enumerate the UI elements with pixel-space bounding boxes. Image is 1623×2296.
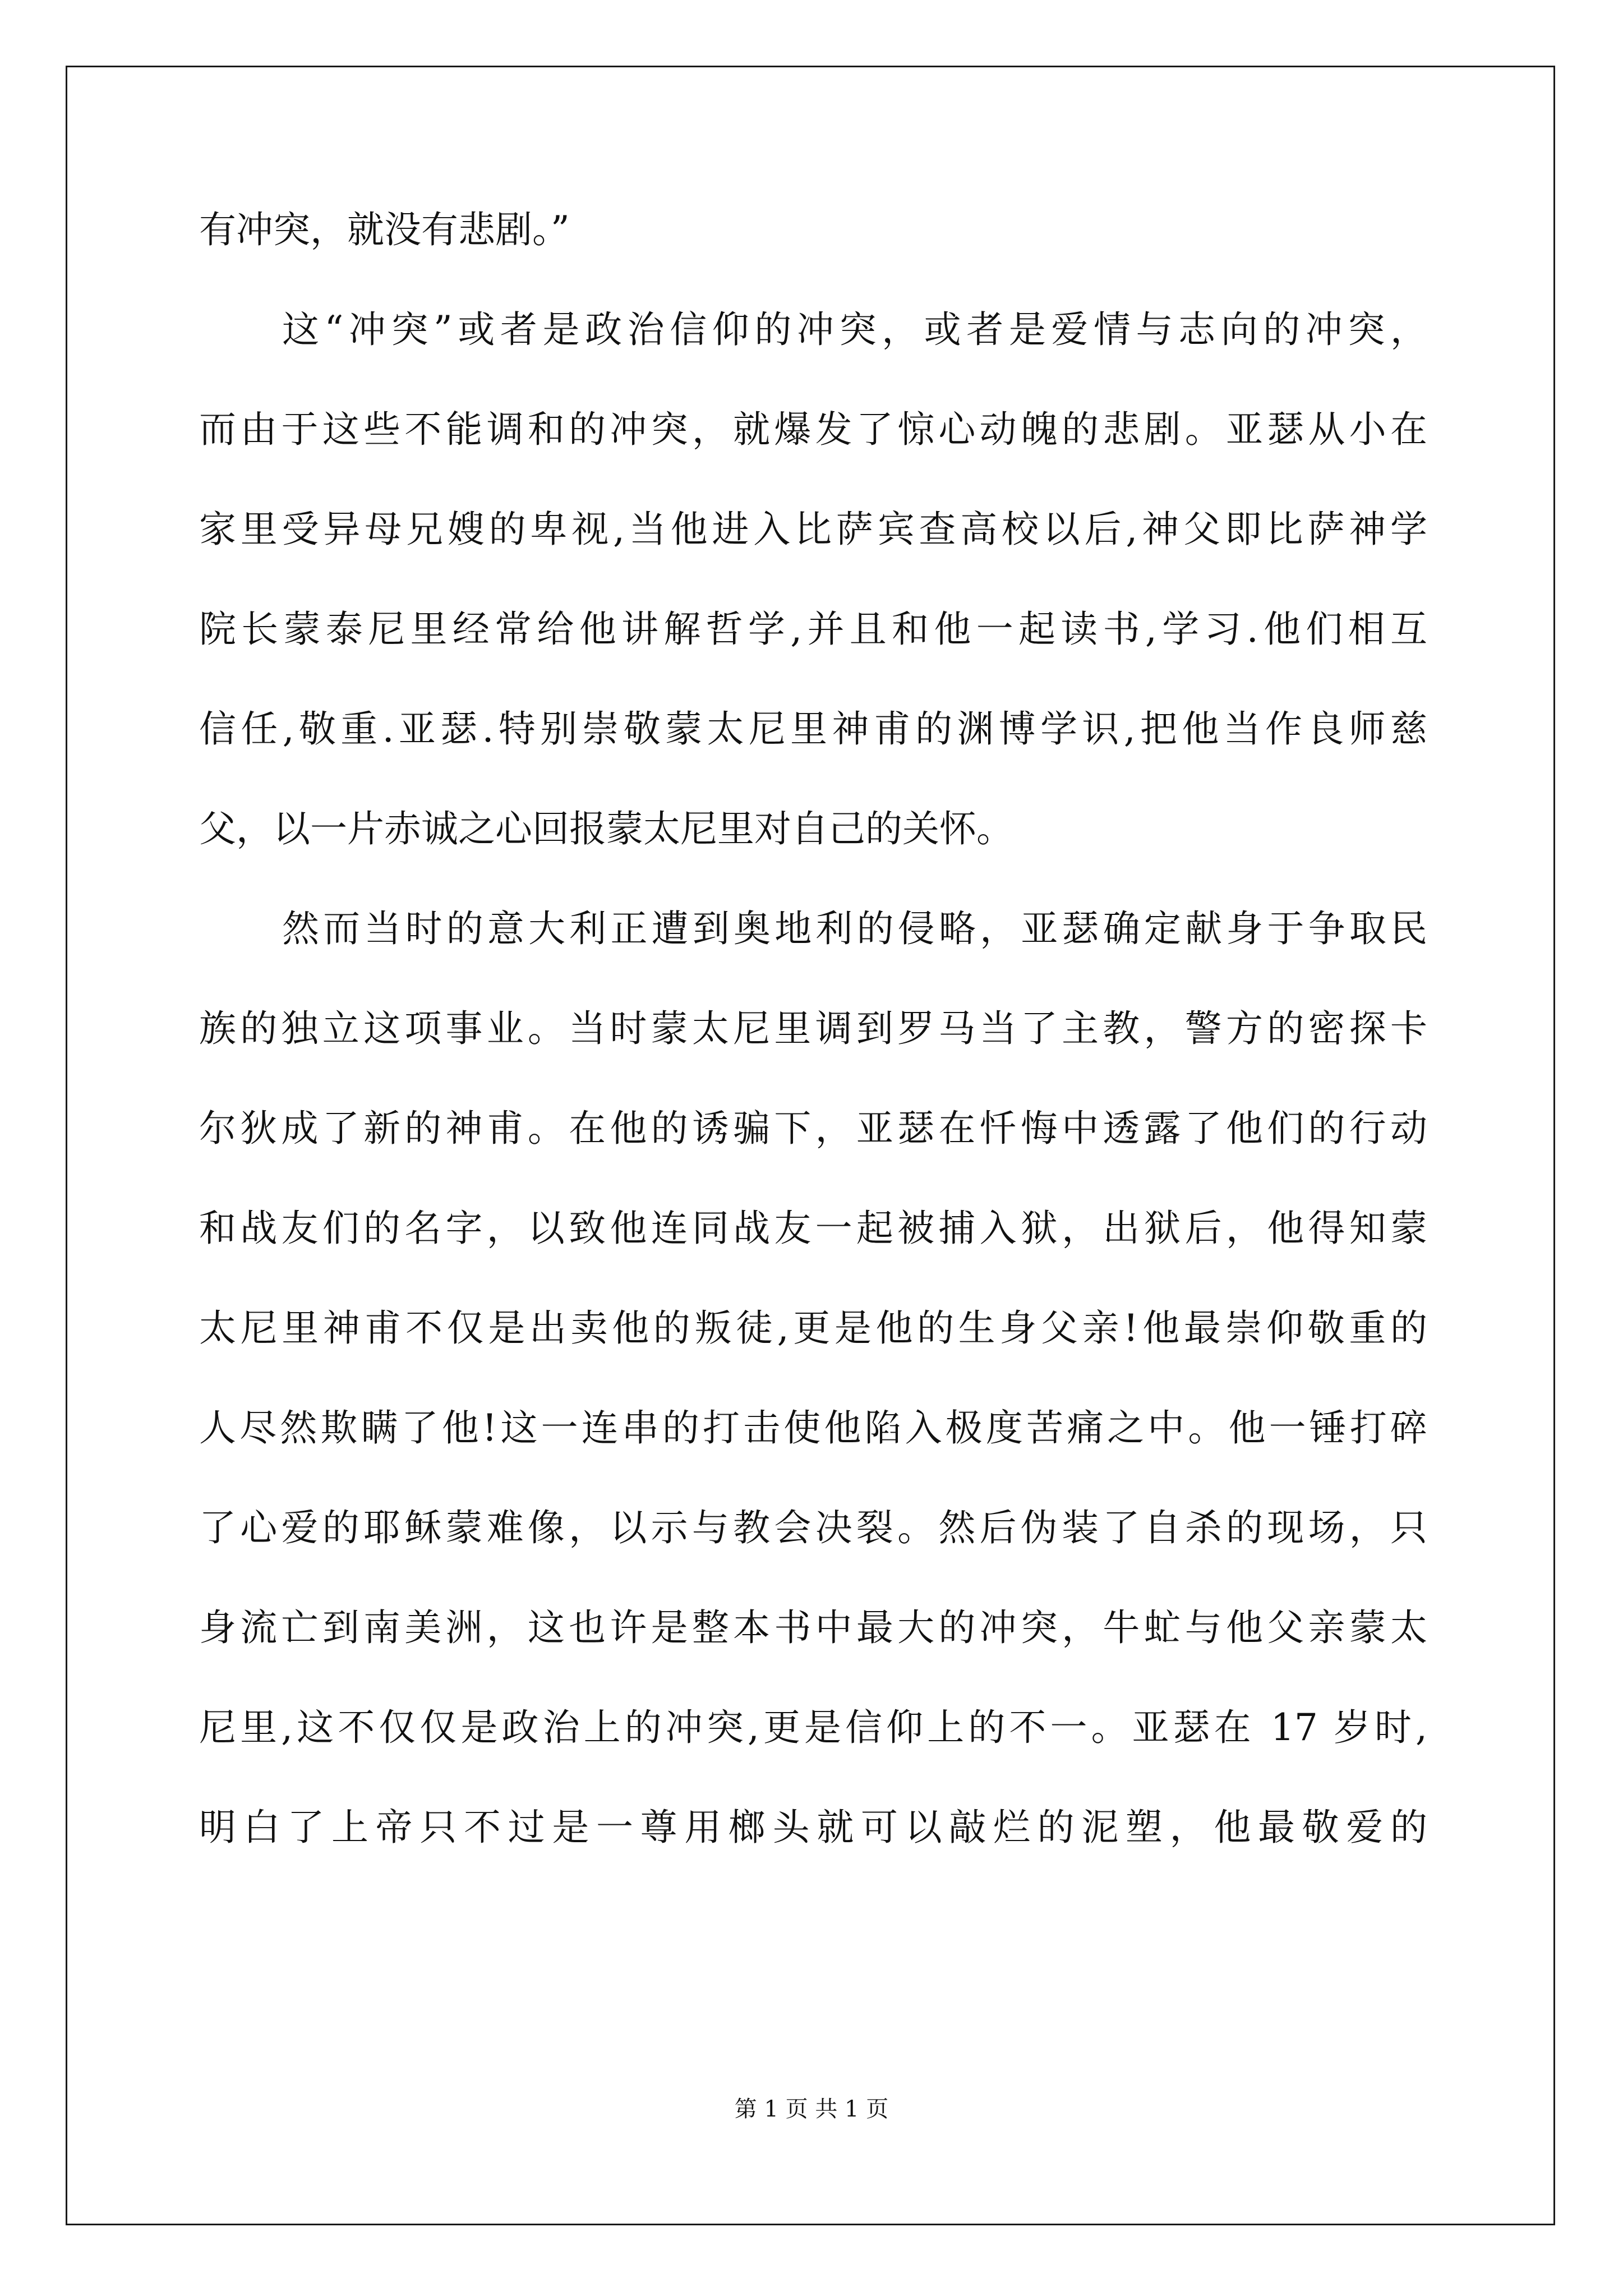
text-line-10: 尔狄成了新的神甫。在他的诱骗下，亚瑟在忏悔中透露了他们的行动 <box>199 1107 1427 1150</box>
paragraph-start-line: 然而当时的意大利正遭到奥地利的侵略，亚瑟确定献身于争取民 <box>282 907 1427 950</box>
text-line-11: 和战友们的名字，以致他连同战友一起被捕入狱，出狱后，他得知蒙 <box>199 1207 1427 1250</box>
text-line-4: 家里受异母兄嫂的卑视,当他进入比萨宾查高校以后,神父即比萨神学 <box>199 508 1427 551</box>
text-line-7: 父，以一片赤诚之心回报蒙太尼里对自己的关怀。 <box>199 807 1013 850</box>
text-line-16: 尼里,这不仅仅是政治上的冲突,更是信仰上的不一。亚瑟在 17 岁时, <box>199 1706 1427 1749</box>
text-line-5: 院长蒙泰尼里经常给他讲解哲学,并且和他一起读书,学习.他们相互 <box>199 608 1427 651</box>
text-line-3: 而由于这些不能调和的冲突，就爆发了惊心动魄的悲剧。亚瑟从小在 <box>199 408 1427 451</box>
text-line-17: 明白了上帝只不过是一尊用榔头就可以敲烂的泥塑，他最敬爱的 <box>199 1806 1427 1849</box>
text-line-6: 信任,敬重.亚瑟.特别崇敬蒙太尼里神甫的渊博学识,把他当作良师慈 <box>199 707 1427 751</box>
text-line-1: 有冲突，就没有悲剧。” <box>199 208 570 251</box>
paragraph-start-line: 这“冲突”或者是政治信仰的冲突，或者是爱情与志向的冲突， <box>282 308 1427 351</box>
text-line-15: 身流亡到南美洲，这也许是整本书中最大的冲突，牛虻与他父亲蒙太 <box>199 1606 1427 1649</box>
page-number-footer: 第 1 页 共 1 页 <box>734 2096 889 2122</box>
text-line-12: 太尼里神甫不仅是出卖他的叛徒,更是他的生身父亲!他最崇仰敬重的 <box>199 1306 1427 1350</box>
text-line-14: 了心爱的耶稣蒙难像，以示与教会决裂。然后伪装了自杀的现场，只 <box>199 1506 1427 1549</box>
text-line-13: 人尽然欺瞒了他!这一连串的打击使他陷入极度苦痛之中。他一锤打碎 <box>199 1406 1427 1450</box>
text-line-9: 族的独立这项事业。当时蒙太尼里调到罗马当了主教，警方的密探卡 <box>199 1007 1427 1050</box>
